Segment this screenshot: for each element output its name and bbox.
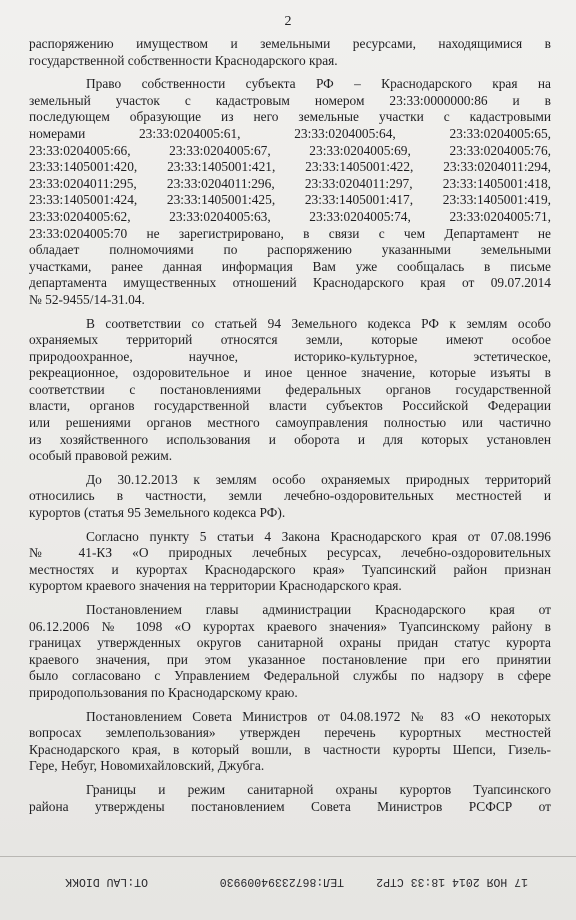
text-line: номерами 23:33:0204005:61, 23:33:0204005:64, 23:33:0204005:65, [29, 125, 551, 141]
text-line: 06.12.2006 № 1098 «О курортах краевого значения» Туапсинскому району в [29, 618, 551, 634]
text-line: № 41-КЗ «О природных лечебных ресурсах, лечебно-оздоровительных [29, 545, 551, 561]
text-line: До 30.12.2013 к землям особо охраняемых природных территорий [86, 471, 551, 487]
text-line: относились в частности, земли лечебно-оздоровительных местностей и [29, 488, 551, 504]
text-line: природопользования по Краснодарскому краю. [29, 684, 298, 700]
text-line: особый правовой режим. [29, 448, 173, 464]
text-line: или решениями органов местного самоуправления полностью или частично [29, 415, 551, 431]
text-line: 23:33:1405001:424, 23:33:1405001:425, 23:33:1405001:417, 23:33:1405001:419, [29, 192, 551, 208]
text-line: Согласно пункту 5 статьи 4 Закона Краснодарского края от 07.08.1996 [86, 528, 551, 544]
text-line: охраняемых территорий относятся земли, которые имеют особое [29, 332, 551, 348]
text-line: Право собственности субъекта РФ – Краснодарского края на [86, 76, 551, 92]
text-line: земельный участок с кадастровым номером 23:33:0000000:86 и в [29, 92, 551, 108]
fax-header [0, 872, 576, 888]
text-line: Границы и режим санитарной охраны курортов Туапсинского [86, 781, 551, 797]
text-line: № 52-9455/14-31.04. [29, 291, 145, 307]
text-line: было согласовано с Управлением Федеральной службы по надзору в сфере [29, 668, 551, 684]
text-line: краевого значения, при этом указанное постановление при его принятии [29, 651, 551, 667]
fax-phone: ТЕЛ:86723394009930 [219, 875, 344, 888]
text-line: вопросах землепользования» утвержден перечень курортных местностей [29, 725, 551, 741]
text-line: Постановлением Совета Министров от 04.08.1972 № 83 «О некоторых [86, 708, 551, 724]
text-line: В соответствии со статьей 94 Земельного кодекса РФ к землям особо [86, 315, 551, 331]
text-line: природоохранное, научное, историко-культурное, эстетическое, [29, 348, 551, 364]
text-line: 23:33:0204005:66, 23:33:0204005:67, 23:33:0204005:69, 23:33:0204005:76, [29, 142, 551, 158]
text-line: Краснодарского края, в который вошли, в частности курорты Шепси, Гизель- [29, 741, 551, 757]
text-line: курортов (статья 95 Земельного кодекса РФ). [29, 505, 286, 521]
text-line: распоряжению имуществом и земельными ресурсами, находящимися в [29, 36, 551, 51]
fax-date-time: 17 НОЯ 2014 18:33 СТР2 [376, 875, 528, 888]
page-number: 2 [284, 14, 292, 29]
text-line: 23:33:1405001:420, 23:33:1405001:421, 23:33:1405001:422, 23:33:0204011:294, [29, 159, 551, 175]
text-line: границах утвержденных округов санитарной охраны придан статус курорта [29, 635, 551, 651]
text-line: 23:33:0204011:295, 23:33:0204011:296, 23:33:0204011:297, 23:33:1405001:418, [29, 175, 551, 191]
fax-divider [0, 856, 576, 857]
text-line: обладает полномочиями по распоряжению указанными земельными [29, 242, 551, 258]
text-line: курортом краевого значения на территории Краснодарского края. [29, 578, 402, 594]
text-line: участками, ранее данная информация Вам уже сообщалась в письме [29, 258, 551, 274]
text-line: Гере, Небуг, Новомихайловский, Джубга. [29, 758, 265, 774]
text-line: власти, органов государственной власти субъектов Российской Федерации [29, 398, 551, 414]
text-line: 23:33:0204005:70 не зарегистрировано, в связи с чем Департамент не [29, 225, 551, 241]
text-line: последующем образующие из него земельные участки с кадастровыми [29, 109, 551, 125]
text-line: местностях и курортах Краснодарского края» Туапсинский район признан [29, 561, 551, 577]
text-line: департамента имущественных отношений Краснодарского края от 09.07.2014 [29, 275, 551, 291]
letter-body [29, 36, 551, 815]
text-line: района утверждены постановлением Совета Министров РСФСР от [29, 798, 551, 814]
fax-sender-id: OT:LAU DIOKK [65, 875, 148, 888]
text-line: соответствии с постановлениями федеральных органов государственной [29, 381, 551, 397]
text-line: государственной собственности Краснодарского края. [29, 52, 338, 68]
text-line: Постановлением главы администрации Краснодарского края от [86, 602, 551, 617]
text-line: рекреационное, оздоровительное и иное ценное значение, которые изъяты в [29, 365, 551, 381]
text-line: 23:33:0204005:62, 23:33:0204005:63, 23:33:0204005:74, 23:33:0204005:71, [29, 208, 551, 224]
text-line: из хозяйственного использования и оборота и для которых установлен [29, 431, 551, 447]
